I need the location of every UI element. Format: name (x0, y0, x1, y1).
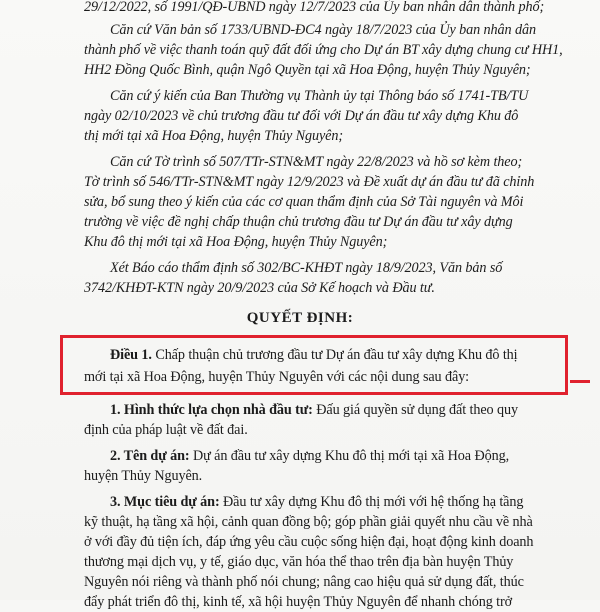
item-3-label: 3. Mục tiêu dự án: (110, 494, 220, 510)
preamble-line: Xét Báo cáo thẩm định số 302/BC-KHĐT ngày 18/9/2023, Văn bản số (110, 260, 503, 276)
item-2-text: Dự án đầu tư xây dựng Khu đô thị mới tại xã Hoa Động, (192, 448, 510, 464)
preamble-line: sửa, bổ sung theo ý kiến của các cơ quan thẩm định của Sở Tài nguyên và Môi (84, 194, 524, 210)
item-1-line-1 (110, 400, 518, 420)
preamble-line: thị mới tại xã Hoa Động, huyện Thủy Nguyên; (84, 128, 344, 144)
preamble-line: HH2 Đồng Quốc Bình, quận Ngô Quyền tại xã Hoa Động, huyện Thủy Nguyên; (84, 62, 531, 78)
preamble-line: Khu đô thị mới tại xã Hoa Động, huyện Thủy Nguyên; (84, 234, 388, 250)
item-1-text: Đấu giá quyền sử dụng đất theo quy (316, 402, 518, 418)
item-3-line: thương mại dịch vụ, y tế, giáo dục, văn hóa thể thao trên địa bàn huyện Thủy (84, 554, 514, 570)
preamble-line: Căn cứ ý kiến của Ban Thường vụ Thành ủy tại Thông báo số 1741-TB/TU (110, 88, 529, 104)
preamble-line: Tờ trình số 546/TTr-STN&MT ngày 12/9/2023 và Đề xuất dự án đầu tư đã chỉnh (84, 174, 535, 190)
item-1-line-2: định của pháp luật về đất đai. (84, 422, 248, 438)
item-3-line: ở với đầy đủ tiện ích, đáp ứng yêu cầu cuộc sống hiện đại, hoạt động kinh doanh (84, 534, 534, 550)
item-2-label: 2. Tên dự án: (110, 448, 190, 464)
item-3-line: kỹ thuật, hạ tầng xã hội, cảnh quan đồng bộ; góp phần giải quyết nhu cầu về nhà (84, 514, 533, 530)
item-2-line-2: huyện Thủy Nguyên. (84, 468, 203, 484)
item-3-line-1 (110, 492, 523, 512)
item-3-line: đẩy phát triển đô thị, kinh tế, xã hội huyện Thủy Nguyên để nhanh chóng trở (84, 594, 513, 610)
item-1-label: 1. Hình thức lựa chọn nhà đầu tư: (110, 402, 313, 418)
item-2-line-1 (110, 446, 509, 466)
article-1-label: Điều 1. (110, 347, 152, 363)
preamble-line: Căn cứ Văn bản số 1733/UBND-ĐC4 ngày 18/7/2023 của Ủy ban nhân dân (110, 22, 536, 38)
preamble-line: ngày 02/10/2023 về chủ trương đầu tư đối với Dự án đầu tư xây dựng Khu đô (84, 108, 519, 124)
highlight-marker (570, 380, 590, 383)
preamble-line: thành phố về việc thanh toán quỹ đất đối ứng cho Dự án BT xây dựng chung cư HH1, (84, 42, 563, 58)
preamble-line: Căn cứ Tờ trình số 507/TTr-STN&MT ngày 22/8/2023 và hồ sơ kèm theo; (110, 154, 523, 170)
item-3-line: Nguyên nói riêng và thành phố nói chung; nâng cao hiệu quả sử dụng đất, thúc (84, 574, 524, 590)
decision-heading: QUYẾT ĐỊNH: (246, 310, 354, 326)
item-3-text: Đầu tư xây dựng Khu đô thị mới với hệ thống hạ tầng (223, 494, 524, 510)
preamble-line: trường về việc đề nghị chấp thuận chủ trương đầu tư Dự án đầu tư xây dựng (84, 214, 513, 230)
preamble-line: 29/12/2022, số 1991/QĐ-UBND ngày 12/7/2023 của Ủy ban nhân dân thành phố; (84, 0, 545, 15)
highlight-box (60, 335, 568, 395)
article-1-text: Chấp thuận chủ trương đầu tư Dự án đầu tư xây dựng Khu đô thị (155, 347, 518, 363)
article-1-line-2: mới tại xã Hoa Động, huyện Thủy Nguyên với các nội dung sau đây: (84, 369, 470, 385)
preamble-line: 3742/KHĐT-KTN ngày 20/9/2023 của Sở Kế hoạch và Đầu tư. (84, 280, 435, 296)
